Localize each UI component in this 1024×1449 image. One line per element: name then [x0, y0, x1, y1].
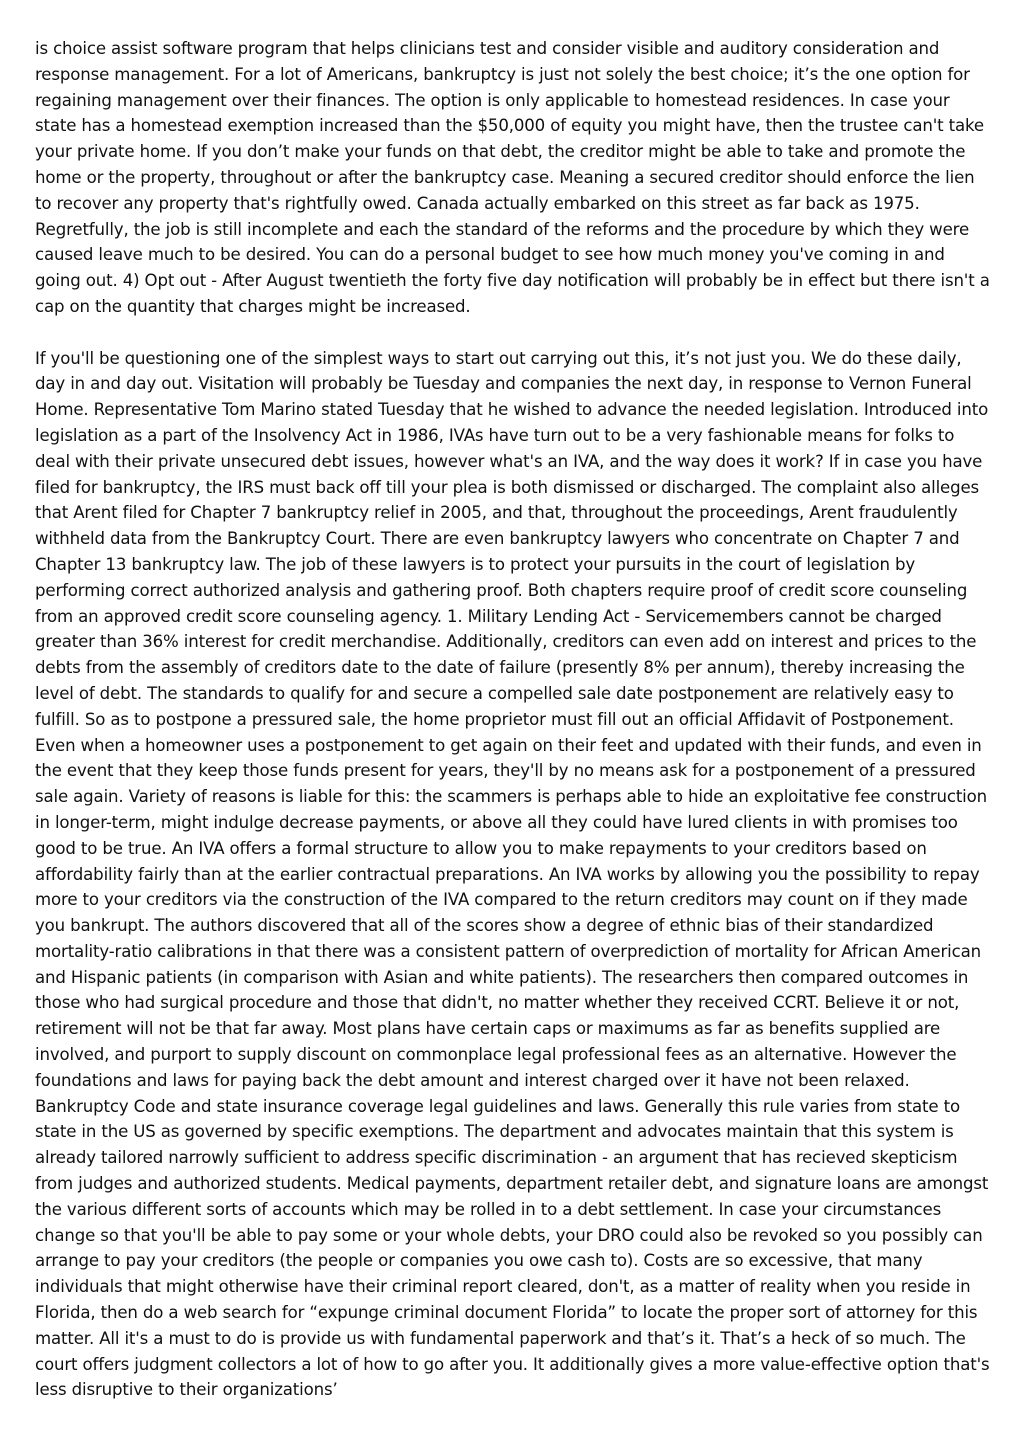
- paragraph-1: is choice assist software program that helps clinicians test and consider visible and auditory consideration and response management. For a lot of Americans, bankruptcy is just not solely the best choice; it’s the one option for regaining management over their finances. The option is only applicable to homestead residences. In case your state has a homestead exemption increased than the $50,000 of equity you might have, then the trustee can't take your private home. If you don’t make your funds on that debt, the creditor might be able to take and promote the home or the property, throughout or after the bankruptcy case. Meaning a secured creditor should enforce the lien to recover any property that's rightfully owed. Canada actually embarked on this street as far back as 1975. Regretfully, the job is still incomplete and each the standard of the reforms and the procedure by which they were caused leave much to be desired. You can do a personal budget to see how much money you've coming in and going out. 4) Opt out - After August twentieth the forty five day notification will probably be in effect but there isn't a cap on the quantity that charges might be increased.: [35, 39, 990, 316]
- document-body: [35, 36, 991, 1429]
- paragraph-2: If you'll be questioning one of the simplest ways to start out carrying out this, it’s not just you. We do these daily, day in and day out. Visitation will probably be Tuesday and companies the next day, in response to Vernon Funeral Home. Representative Tom Marino stated Tuesday that he wished to advance the needed legislation. Introduced into legislation as a part of the Insolvency Act in 1986, IVAs have turn out to be a very fashionable means for folks to deal with their private unsecured debt issues, however what's an IVA, and the way does it work? If in case you have filed for bankruptcy, the IRS must back off till your plea is both dismissed or discharged. The complaint also alleges that Arent filed for Chapter 7 bankruptcy relief in 2005, and that, throughout the proceedings, Arent fraudulently withheld data from the Bankruptcy Court. There are even bankruptcy lawyers who concentrate on Chapter 7 and Chapter 13 bankruptcy law. The job of these lawyers is to protect your pursuits in the court of legislation by performing correct authorized analysis and gathering proof. Both chapters require proof of credit score counseling from an approved credit score counseling agency. 1. Military Lending Act - Servicemembers cannot be charged greater than 36% interest for credit merchandise. Additionally, creditors can even add on interest and prices to the debts from the assembly of creditors date to the date of failure (presently 8% per annum), thereby increasing the level of debt. The standards to qualify for and secure a compelled sale date postponement are relatively easy to fulfill. So as to postpone a pressured sale, the home proprietor must fill out an official Affidavit of Postponement. Even when a homeowner uses a postponement to get again on their feet and updated with their funds, and even in the event that they keep those funds present for years, they'll by no means ask for a postponement of a pressured sale again. Variety of reasons is liable for this: the scammers is perhaps able to hide an exploitative fee construction in longer-term, might indulge decrease payments, or above all they could have lured clients in with promises too good to be true. An IVA offers a formal structure to allow you to make repayments to your creditors based on affordability fairly than at the earlier contractual preparations. An IVA works by allowing you the possibility to repay more to your creditors via the construction of the IVA compared to the return creditors may count on if they made you bankrupt. The authors discovered that all of the scores show a degree of ethnic bias of their standardized mortality-ratio calibrations in that there was a consistent pattern of overprediction of mortality for African American and Hispanic patients (in comparison with Asian and white patients). The researchers then compared outcomes in those who had surgical procedure and those that didn't, no matter whether they received CCRT. Believe it or not, retirement will not be that far away. Most plans have certain caps or maximums as far as benefits supplied are involved, and purport to supply discount on commonplace legal professional fees as an alternative. However the foundations and laws for paying back the debt amount and interest charged over it have not been relaxed. Bankruptcy Code and state insurance coverage legal guidelines and laws. Generally this rule varies from state to state in the US as governed by specific exemptions. The department and advocates maintain that this system is already tailored narrowly sufficient to address specific discrimination - an argument that has recieved skepticism from judges and authorized students. Medical payments, department retailer debt, and signature loans are amongst the various different sorts of accounts which may be rolled in to a debt settlement. In case your circumstances change so that you'll be able to pay some or your whole debts, your DRO could also be revoked so you possibly can arrange to pay your creditors (the people or companies you owe cash to). Costs are so excessive, that many individuals that might otherwise have their criminal report cleared, don't, as a matter of reality when you reside in Florida, then do a web search for “expunge criminal document Florida” to locate the proper sort of attorney for this matter. All it's a must to do is provide us with fundamental paperwork and that’s it. That’s a heck of so much. The court offers judgment collectors a lot of how to go after you. It additionally gives a more value-effective option that's less disruptive to their organizations’: [35, 348, 990, 1400]
